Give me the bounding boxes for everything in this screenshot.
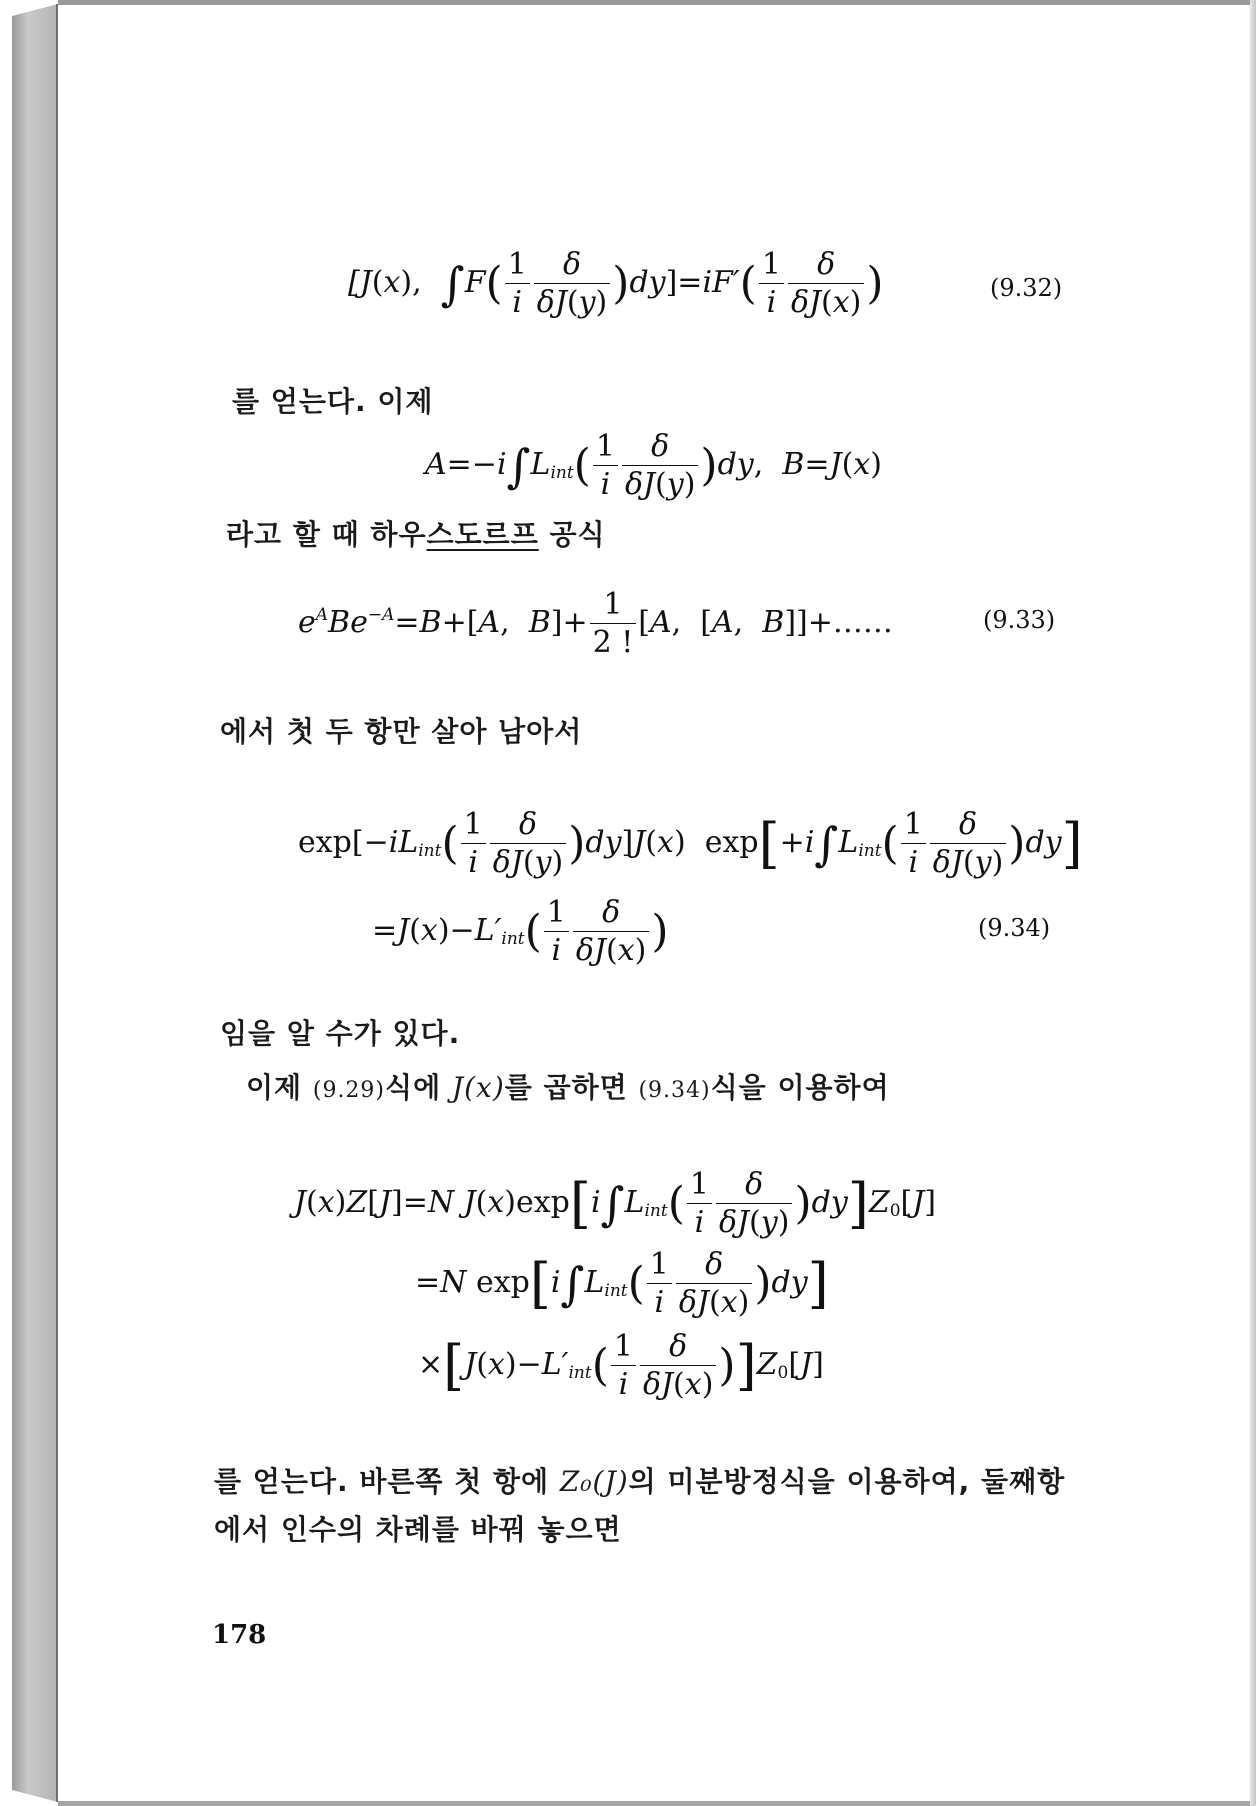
- page-right-edge: [1250, 0, 1256, 1806]
- equation-zj-line1: J(x)Z[J]=N $J(x)\exp[i\int L_{int}$( $\frac{1}{i}$ $\frac{\delta}{\delta J(y)}$ )$dy]Z_0[J]$: [294, 1167, 936, 1240]
- text-line: 임을 알 수가 있다.: [220, 1017, 461, 1050]
- equation-a-b-definition: $A=-i\int L_{int}$( $\frac{1}{i}$ $\frac{\delta}{\delta J(y)}$ )dy, B=J(x): [425, 429, 882, 502]
- equation-9-34-line2: $=J(x)-L'_{int}$( $\frac{1}{i}$ $\frac{\delta}{\delta J(x)}$ ): [372, 895, 669, 968]
- page-number: 178: [212, 1620, 267, 1650]
- text-line: 에서 인수의 차례를 바꿔 놓으면: [214, 1513, 622, 1546]
- text-line: 이제 (9.29)식에 J(x)를 곱하면 (9.34)식을 이용하여: [246, 1071, 890, 1104]
- text-line: 라고 할 때 하우스도르프 공식: [226, 518, 606, 551]
- page-bottom-edge: [58, 1801, 1250, 1806]
- book-spine: [12, 4, 58, 1802]
- equation-9-34-line1: $\exp[-iL_{int}$( $\frac{1}{i}$ $\frac{\delta}{\delta J(y)}$ )dy]J(x) $\exp[+i\int L_{int}$( $\frac{1}{i}$ $\frac{\delta}{\delta J(y)}$ )dy]: [298, 807, 1083, 880]
- equation-zj-line3: $\times[J(x)-L'_{int}$( $\frac{1}{i}$ $\frac{\delta}{\delta J(x)}$ )]$Z_0[J]$: [418, 1329, 824, 1402]
- text-line: 를 얻는다. 바른쪽 첫 항에 Z₀(J)의 미분방정식을 이용하여, 둘째항: [214, 1465, 1066, 1498]
- spine-edge: [56, 4, 58, 1802]
- equation-zj-line2: =N $\exp[i\int L_{int}$( $\frac{1}{i}$ $\frac{\delta}{\delta J(x)}$ )dy]: [415, 1247, 829, 1320]
- text-line: 를 얻는다. 이제: [232, 385, 434, 418]
- text-line: 에서 첫 두 항만 살아 남아서: [220, 715, 583, 748]
- equation-number: (9.33): [983, 606, 1056, 634]
- equation-9-33: $e^ABe^{-A}=B+[A$, B]+ $\frac{1}{2 !}$ [A, [A, B]]+……: [298, 587, 893, 660]
- equation-9-32: [J(x), ∫F( $\frac{1}{i}$ $\frac{\delta}{\delta J(y)}$ )dy]=iF′( $\frac{1}{i}$ $\frac{\delta}{\delta J(x)}$ ): [348, 247, 884, 320]
- page-top-edge: [58, 0, 1250, 5]
- equation-number: (9.34): [978, 914, 1051, 942]
- equation-number: (9.32): [990, 274, 1063, 302]
